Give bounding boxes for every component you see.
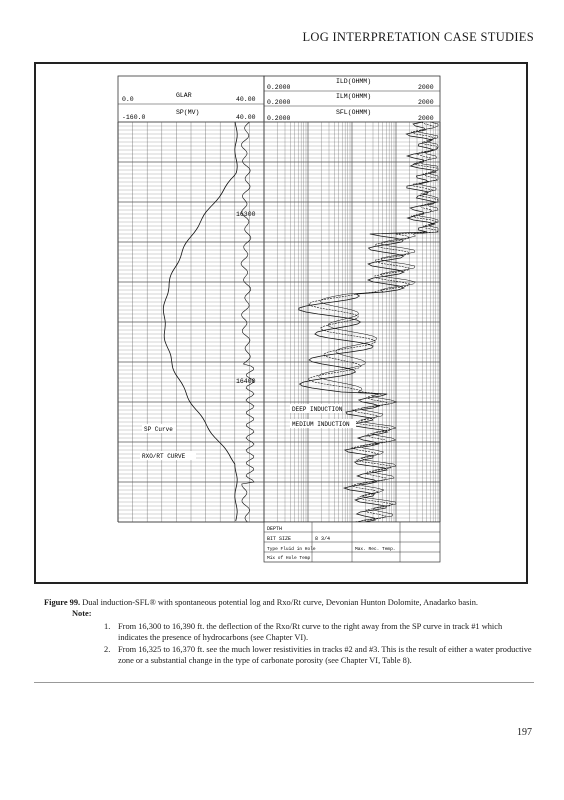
page-rule (34, 682, 534, 683)
track23-row2-label: ILM(OHMM) (336, 93, 372, 100)
footer-fluid-label: Type Fluid in Hole (267, 547, 316, 552)
caption-line (44, 597, 534, 608)
track23-row1-left: 0.2000 (267, 84, 291, 91)
label-medium-induction: MEDIUM INDUCTION (292, 421, 350, 428)
track1-row2-left: -160.0 (122, 114, 146, 121)
footer-maxtemp-label: Max. Rec. Temp. (355, 547, 396, 552)
log-grid (118, 122, 440, 522)
track1-row1-left: 0.0 (122, 96, 134, 103)
log-footer-table (264, 522, 440, 562)
track23-header (264, 76, 440, 122)
label-rxo-rt-curve: RXO/RT CURVE (142, 453, 186, 460)
track1-row2-right: 40.00 (236, 114, 256, 121)
note-number: 1. (104, 622, 111, 631)
footer-bitsize-label: BIT SIZE (267, 536, 292, 542)
track23-row2-left: 0.2000 (267, 99, 291, 106)
depth-mark-16300: 16300 (236, 211, 256, 218)
note-number: 2. (104, 645, 111, 654)
footer-bitsize-value: 8 3/4 (315, 536, 331, 542)
note-item (44, 644, 534, 666)
sp-curve (163, 122, 237, 521)
notes-list (44, 621, 534, 666)
track23-row1-label: ILD(OHMM) (336, 78, 372, 85)
label-deep-induction: DEEP INDUCTION (292, 406, 343, 413)
log-figure (34, 62, 528, 584)
note-item (44, 621, 534, 643)
caption-text: Dual induction-SFL® with spontaneous potential log and Rxo/Rt curve, Devonian Hunton Dolomite, Anadarko basin. (82, 598, 478, 607)
track1-header (118, 76, 264, 122)
track23-row3-left: 0.2000 (267, 115, 291, 122)
depth-mark-16400: 16400 (236, 378, 256, 385)
running-head: LOG INTERPRETATION CASE STUDIES (302, 30, 534, 44)
track23-row1-right: 2000 (418, 84, 434, 91)
track23-row3-label: SFL(OHMM) (336, 109, 372, 116)
notes-label: Note: (72, 609, 92, 618)
curve-labels (140, 404, 356, 460)
figure-caption (44, 597, 534, 667)
footer-depth-label: DEPTH (267, 526, 283, 532)
track23-row2-right: 2000 (418, 99, 434, 106)
track1-row2-label: SP(MV) (176, 109, 200, 116)
note-text: From 16,325 to 16,370 ft. see the much lower resistivities in tracks #2 and #3. This is the result of either a water productive zone or a substantial change in the type of carbonate porosity (see Chapter VI, Table 8). (118, 645, 532, 665)
caption-label: Figure 99. (44, 598, 81, 607)
page-number: 197 (517, 727, 532, 738)
label-sp-curve: SP Curve (144, 426, 173, 433)
footer-holetemp-label: Mix of Hole Temp (267, 556, 311, 561)
well-log-chart (36, 64, 526, 582)
track1-row1-right: 40.00 (236, 96, 256, 103)
track1-row1-label: GLAR (176, 92, 192, 99)
track23-row3-right: 2000 (418, 115, 434, 122)
note-text: From 16,300 to 16,390 ft. the deflection of the Rxo/Rt curve to the right away from the SP curve in track #1 which indicates the presence of hydrocarbons (see Chapter VI). (118, 622, 503, 642)
